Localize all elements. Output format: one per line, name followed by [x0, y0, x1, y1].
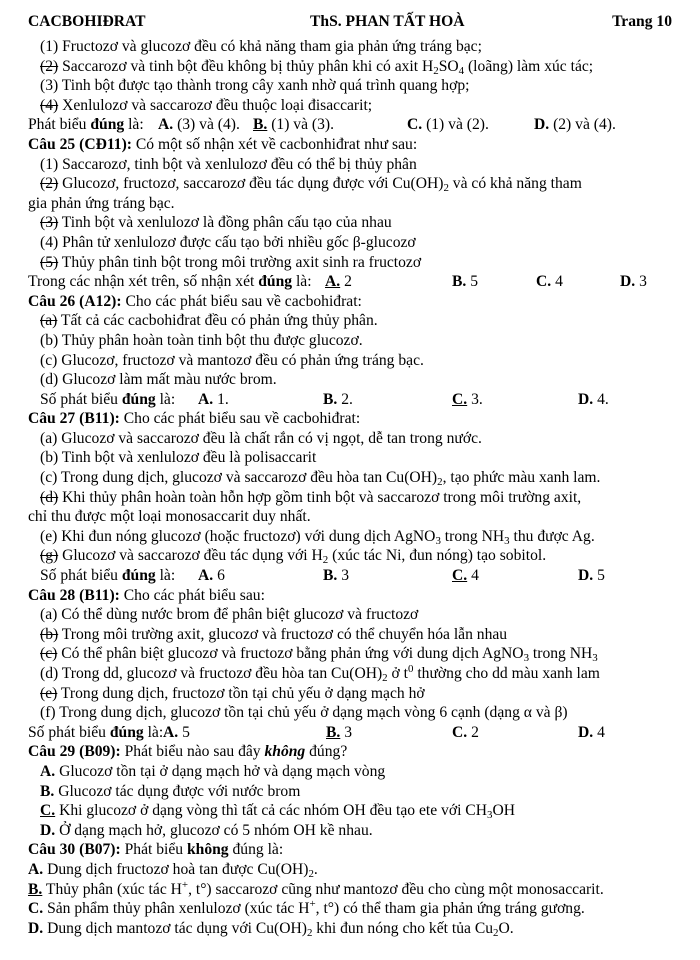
bold-text: D. [620, 273, 636, 291]
text-run: khi đun nóng cho kết tủa Cu [312, 919, 494, 937]
text-run: Dung dịch fructozơ hoà tan được Cu(OH) [43, 860, 309, 878]
subscript: 3 [486, 809, 493, 822]
bold-text: B. [323, 390, 338, 408]
text-run: chỉ thu được một loại monosaccarit duy nhất. [28, 508, 311, 526]
text-run: Số phát biểu [40, 390, 122, 408]
subscript: 4 [458, 64, 465, 77]
answer-option [163, 723, 190, 743]
underlined-answer: C. [40, 802, 56, 820]
answer-option [452, 723, 479, 743]
text-run: Phát biểu nào sau đây [120, 743, 265, 761]
text-run: 6 [213, 567, 225, 585]
bold-text: C. [28, 900, 44, 918]
text-run: Khi thủy phân hoàn toàn hỗn hợp gồm tinh bột và saccarozơ trong môi trường axit, [58, 488, 582, 506]
answer-option [253, 115, 334, 135]
text-run: 4. [593, 390, 609, 408]
text-run: , t°) saccarozơ cũng như mantozơ đều cho cùng một monosaccarit. [188, 880, 604, 898]
text-run: là: [155, 390, 176, 408]
text-run: Xenlulozơ và saccarozơ đều thuộc loại đisaccarit; [58, 96, 373, 114]
bold-text: D. [578, 723, 594, 741]
answer-option [578, 723, 605, 743]
answer-option [407, 115, 489, 135]
text-run: (a) Glucozơ và saccarozơ đều là chất rắn có vị ngọt, dễ tan trong nước. [40, 429, 482, 447]
text-run: Tinh bột và xenlulozơ là đồng phân cấu tạo của nhau [58, 214, 392, 232]
text-line [0, 253, 700, 273]
answer-option [452, 566, 479, 586]
text-run: và có khả năng tham [448, 175, 582, 193]
text-run: Glucozơ và saccarozơ đều tác dụng với H [58, 547, 323, 565]
text-run: (loãng) làm xúc tác; [464, 57, 594, 75]
struck-label: (4) [40, 96, 59, 114]
text-run: (xúc tác Ni, đun nóng) tạo sobitol. [328, 547, 547, 565]
text-line [0, 351, 700, 371]
struck-label: (d) [40, 488, 59, 506]
text-line [0, 821, 700, 841]
text-run: (c) Glucozơ, fructozơ và mantozơ đều có phản ứng tráng bạc. [40, 351, 424, 369]
bold-text: C. [536, 273, 552, 291]
text-run: (b) Tinh bột và xenlulozơ đều là polisaccarit [40, 449, 317, 467]
text-run: trong NH [529, 645, 593, 663]
text-run: đúng là: [228, 841, 284, 859]
text-run: trong NH [440, 527, 505, 545]
text-line [0, 644, 700, 664]
subscript: 2 [433, 64, 439, 77]
text-run: 3 [340, 723, 353, 741]
text-run: (c) Trong dung dịch, glucozơ và saccarozơ đều hòa tan Cu(OH) [40, 469, 438, 487]
answer-option [326, 723, 352, 743]
struck-label: (b) [40, 625, 59, 643]
text-line [0, 507, 700, 527]
text-run: 5 [593, 567, 605, 585]
bold-text: đúng [121, 390, 156, 408]
question-heading [0, 742, 700, 762]
answer-choices [0, 272, 700, 292]
answer-option [620, 272, 647, 292]
header-author: ThS. PHAN TẤT HOÀ [310, 13, 465, 30]
bold-text: C. [452, 723, 468, 741]
underlined-answer: B. [326, 723, 341, 741]
text-run: Số phát biểu [28, 723, 110, 741]
answer-option [452, 272, 478, 292]
answer-option [452, 390, 483, 410]
bold-text: D. [40, 821, 56, 839]
text-run: 3. [467, 390, 483, 408]
bold-text: D. [534, 116, 550, 134]
subscript: 2 [443, 182, 449, 195]
text-run: 2. [337, 390, 353, 408]
struck-label: (2) [40, 57, 59, 75]
text-run: thường cho dd màu xanh lam [413, 665, 600, 682]
text-run: 5 [178, 723, 190, 741]
text-line [0, 311, 700, 331]
bold-text: đúng [258, 273, 293, 291]
text-run: . [313, 860, 318, 878]
answer-option [198, 566, 225, 586]
superscript: + [181, 878, 189, 891]
text-run: (4) Phân tử xenlulozơ được cấu tạo bởi nhiều gốc β-glucozơ [40, 233, 416, 251]
bold-text: Câu 26 (A12): [28, 292, 122, 310]
answer-option [534, 115, 616, 135]
text-line [0, 155, 700, 175]
text-line [0, 527, 700, 547]
text-line [0, 880, 700, 900]
text-run: (2) và (4). [549, 116, 616, 134]
text-run: Phát biểu [28, 116, 91, 134]
text-run: Trong dung dịch, fructozơ tồn tại chủ yếu ở dạng mạch hở [57, 684, 425, 702]
text-run: Glucozơ tồn tại ở dạng mạch hở và dạng mạch vòng [55, 762, 386, 780]
text-line [0, 448, 700, 468]
text-run: (1) và (2). [422, 116, 489, 134]
text-line [0, 625, 700, 645]
text-line [0, 96, 700, 116]
document-body [0, 37, 700, 938]
text-run: gia phản ứng tráng bạc. [28, 194, 175, 212]
text-run: OH [492, 802, 515, 820]
bold-text: A. [158, 116, 174, 134]
struck-label: (2) [40, 175, 59, 193]
question-heading [0, 586, 700, 606]
answer-choices [0, 566, 700, 586]
bold-text: D. [578, 567, 594, 585]
text-run: là: [292, 273, 312, 291]
bold-text: A. [198, 390, 214, 408]
text-run: Khi glucozơ ở dạng vòng thì tất cả các nhóm OH đều tạo ete với CH [55, 802, 487, 820]
text-run: Dung dịch mantozơ tác dụng với Cu(OH) [43, 919, 307, 937]
text-line [0, 233, 700, 253]
underlined-answer: B. [253, 116, 268, 134]
text-run: thu được Ag. [509, 527, 595, 545]
text-run: Cho các phát biểu sau: [119, 586, 265, 604]
text-run: Thủy phân tinh bột trong môi trường axit sinh ra fructozơ [58, 253, 422, 271]
answer-option [158, 115, 240, 135]
bold-text: C. [407, 116, 423, 134]
answer-option [536, 272, 563, 292]
text-line [0, 860, 700, 880]
text-run: Saccarozơ và tinh bột đều không bị thủy phân khi có axit H [58, 57, 434, 75]
subscript: 2 [437, 476, 443, 489]
text-run: Glucozơ tác dụng được với nước brom [54, 782, 301, 800]
bold-text: Câu 25 (CĐ11): [28, 135, 132, 153]
question-heading [0, 135, 700, 155]
subscript: 3 [523, 652, 530, 665]
subscript: 3 [435, 534, 441, 547]
underlined-answer: C. [452, 390, 468, 408]
text-run: (e) Khi đun nóng glucozơ (hoặc fructozơ) với dung dịch AgNO [40, 527, 436, 545]
answer-choices [0, 115, 700, 135]
answer-option [325, 272, 352, 292]
text-run: đúng? [305, 743, 348, 761]
text-run: (1) Saccarozơ, tinh bột và xenlulozơ đều có thể bị thủy phân [40, 155, 417, 173]
text-run: , t°) có thể tham gia phản ứng tráng gương. [315, 900, 585, 918]
text-line [0, 762, 700, 782]
bold-text: B. [452, 273, 467, 291]
text-run: (d) Glucozơ làm mất màu nước brom. [40, 371, 277, 389]
text-run: Cho các phát biểu sau về cacbohiđrat: [121, 292, 362, 310]
subscript: 2 [493, 926, 499, 939]
text-line [0, 488, 700, 508]
superscript: 0 [408, 663, 414, 675]
text-run: 2 [340, 273, 352, 291]
text-run: Có thể phân biệt glucozơ và fructozơ bằng phản ứng với dung dịch AgNO [57, 645, 524, 663]
text-line [0, 899, 700, 919]
text-run: (f) Trong dung dịch, glucozơ tồn tại chủ yếu ở dạng mạch vòng 6 cạnh (dạng α và β) [40, 704, 568, 722]
bold-text: đúng [121, 567, 156, 585]
text-run: 3 [337, 567, 350, 585]
subscript: 2 [382, 672, 388, 684]
text-line [0, 782, 700, 802]
text-line [0, 37, 700, 57]
text-line [0, 174, 700, 194]
question-heading [0, 292, 700, 312]
text-run: (3) Tinh bột được tạo thành trong cây xanh nhờ quá trình quang hợp; [40, 77, 470, 95]
underlined-answer: C. [452, 567, 468, 585]
text-line [0, 801, 700, 821]
subscript: 2 [322, 554, 329, 567]
text-run: (a) Có thể dùng nước brom để phân biệt glucozơ và fructozơ [40, 606, 419, 624]
struck-label: (c) [40, 645, 58, 663]
bold-text: Câu 28 (B11): [28, 586, 120, 604]
bold-text: đúng [90, 116, 125, 134]
text-run: Phát biểu [120, 841, 187, 859]
text-run: (d) Trong dd, glucozơ và fructozơ đều hòa tan Cu(OH) [40, 665, 383, 682]
text-run: Glucozơ, fructozơ, saccarozơ đều tác dụng được với Cu(OH) [58, 175, 444, 193]
text-run: là: [143, 723, 164, 741]
answer-option [578, 390, 609, 410]
text-run: là: [124, 116, 144, 134]
subscript: 2 [306, 926, 313, 939]
text-run: Sản phẩm thủy phân xenlulozơ (xúc tác H [43, 900, 310, 918]
underlined-answer: B. [28, 880, 43, 898]
text-run: SO [438, 57, 459, 75]
bold-text: A. [198, 567, 214, 585]
text-run: ở t [387, 665, 408, 682]
text-run: Có một số nhận xét về cacbonhiđrat như sau: [131, 135, 418, 153]
text-run: Tất cả các cacbohiđrat đều có phản ứng thủy phân. [57, 312, 378, 330]
text-run: 3 [635, 273, 647, 291]
text-run: 2 [467, 723, 479, 741]
text-line [0, 468, 700, 488]
text-run: Số phát biểu [40, 567, 122, 585]
bold-text: A. [163, 723, 179, 741]
struck-label: (a) [40, 312, 58, 330]
subscript: 2 [308, 867, 314, 880]
bold-text: B. [323, 567, 338, 585]
text-line [0, 194, 700, 214]
bold-text: A. [28, 860, 44, 878]
bold-text: đúng [109, 723, 144, 741]
answer-option [323, 566, 349, 586]
text-run: (1) và (3). [267, 116, 334, 134]
question-heading [0, 840, 700, 860]
bold-text: B. [40, 782, 55, 800]
text-run: Ở dạng mạch hở, glucozơ có 5 nhóm OH kề nhau. [55, 821, 373, 839]
answer-option [578, 566, 605, 586]
question-heading [0, 409, 700, 429]
answer-choices [0, 390, 700, 410]
text-run: (1) Fructozơ và glucozơ đều có khả năng tham gia phản ứng tráng bạc; [40, 38, 482, 55]
text-line [0, 546, 700, 566]
text-run: 4 [551, 273, 563, 291]
header-topic: CACBOHIĐRAT [28, 13, 146, 30]
struck-label: (e) [40, 684, 58, 702]
emphasis-text: không [264, 743, 306, 761]
superscript: + [309, 898, 316, 911]
text-run: là: [155, 567, 176, 585]
text-run: Trong các nhận xét trên, số nhận xét [28, 273, 259, 291]
text-line [0, 370, 700, 390]
struck-label: (g) [40, 547, 59, 565]
text-line [0, 213, 700, 233]
text-run: Trong môi trường axit, glucozơ và fructozơ có thể chuyển hóa lẫn nhau [58, 625, 508, 643]
subscript: 3 [592, 652, 598, 665]
header-page-number: Trang 10 [612, 13, 672, 30]
text-line [0, 919, 700, 939]
bold-text: Câu 27 (B11): [28, 410, 120, 428]
text-run: 4 [467, 567, 479, 585]
text-line [0, 76, 700, 96]
bold-text: A. [40, 762, 56, 780]
underlined-answer: A. [325, 273, 341, 291]
bold-text: D. [28, 919, 44, 937]
bold-text: Câu 30 (B07): [28, 841, 121, 859]
text-line [0, 57, 700, 77]
struck-label: (3) [40, 214, 59, 232]
bold-text: không [186, 841, 229, 859]
text-run: O. [498, 919, 514, 937]
bold-text: Câu 29 (B09): [28, 743, 121, 761]
text-run: 4 [593, 723, 605, 741]
text-run: 5 [466, 273, 479, 291]
struck-label: (5) [40, 253, 59, 271]
text-run: (3) và (4). [173, 116, 240, 134]
text-run: (b) Thủy phân hoàn toàn tinh bột thu được glucozơ. [40, 331, 363, 349]
bold-text: D. [578, 390, 594, 408]
text-line [0, 684, 700, 704]
text-line [0, 331, 700, 351]
subscript: 3 [504, 534, 510, 547]
text-run: 1. [213, 390, 229, 408]
text-run: Cho các phát biểu sau về cacbohiđrat: [119, 410, 361, 428]
text-run: Thủy phân (xúc tác H [42, 880, 182, 898]
answer-option [323, 390, 353, 410]
text-line [0, 664, 700, 684]
text-run: , tạo phức màu xanh lam. [442, 469, 601, 487]
answer-choices [0, 723, 700, 743]
text-line [0, 703, 700, 723]
page-header [28, 13, 672, 33]
text-line [0, 429, 700, 449]
answer-option [198, 390, 229, 410]
text-line [0, 605, 700, 625]
